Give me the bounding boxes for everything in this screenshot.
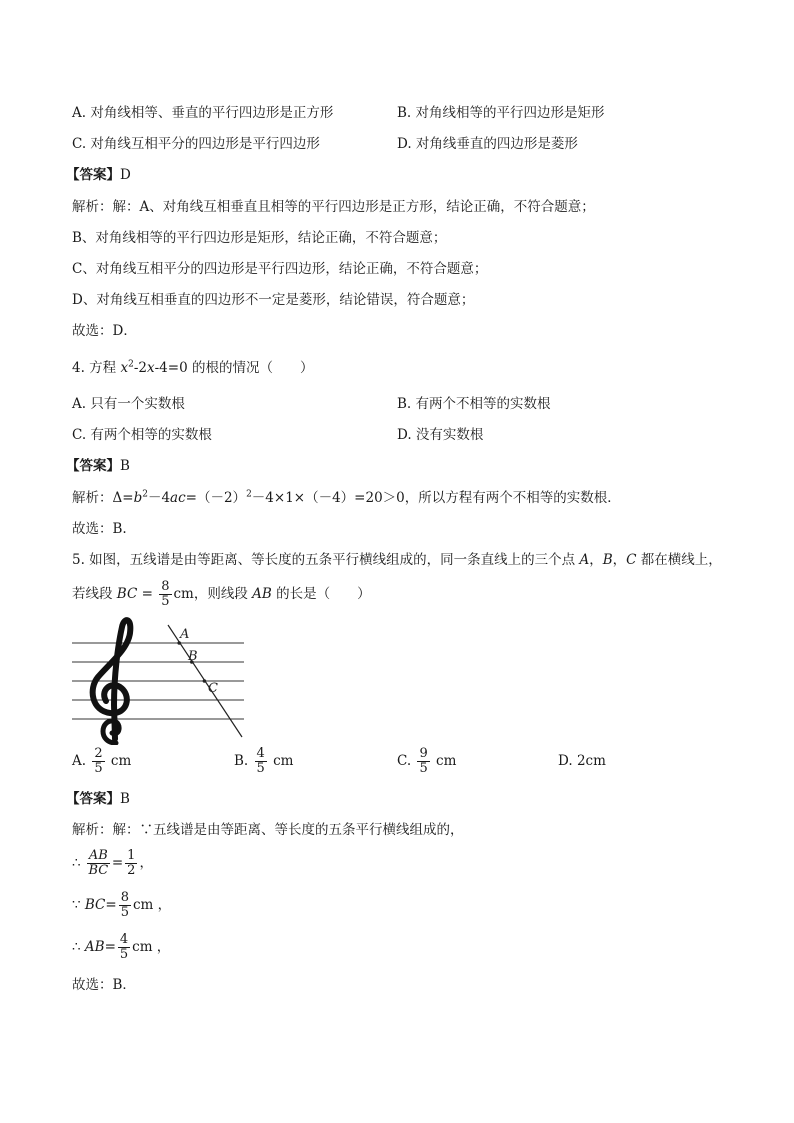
option-letter: C. <box>397 753 412 769</box>
fraction-denominator: 5 <box>419 761 428 776</box>
comma: ， <box>139 855 153 871</box>
option-letter: B. <box>234 753 249 769</box>
equals: = <box>104 939 116 955</box>
q3-option-a: A. 对角线相等、垂直的平行四边形是正方形 <box>72 105 334 121</box>
q5-comma: ， <box>612 552 627 568</box>
q5-ab-line <box>72 930 170 964</box>
q5-bc-fraction <box>159 580 171 609</box>
answer-tag: 【答案】 <box>66 458 120 474</box>
q5-conclusion: 故选：B． <box>72 977 136 993</box>
q5-stem-text: 若线段 <box>72 586 117 602</box>
q4-expl-b: b <box>133 490 143 506</box>
answer-value: D <box>120 167 131 183</box>
label-a: A <box>180 627 190 642</box>
q5-option-a <box>72 745 131 777</box>
q4-eq-mid: -2 <box>133 360 147 376</box>
q5-equals: = <box>137 586 158 602</box>
option-unit: cm <box>110 753 132 769</box>
option-unit: cm <box>585 753 606 769</box>
fraction-denominator: 5 <box>120 905 129 920</box>
q5-comma: ， <box>589 552 603 568</box>
fraction-numerator: AB <box>88 848 108 863</box>
fraction-denominator: 5 <box>256 761 265 776</box>
q4-option-a: A. 只有一个实数根 <box>72 396 185 412</box>
q5-point-b: B <box>602 552 613 568</box>
q5-stem-text-end: 都在横线上， <box>636 552 722 568</box>
option-letter: D. <box>558 753 573 769</box>
option-unit: cm <box>436 753 457 769</box>
fraction-numerator: 9 <box>419 746 428 761</box>
q5-segment-bc: BC <box>116 586 138 602</box>
q5-staff-figure <box>70 615 250 745</box>
q5-point-c: C <box>626 552 637 568</box>
q5-segment-ab: AB <box>252 586 272 602</box>
q4-expl-prefix: 解析：Δ= <box>72 490 134 506</box>
fraction-numerator: 8 <box>120 890 129 905</box>
label-b: B <box>188 649 198 664</box>
ab-fraction <box>118 933 130 962</box>
q4-conclusion: 故选：B. <box>72 521 127 537</box>
fraction-numerator: 4 <box>119 932 129 947</box>
q5-unit: cm <box>173 586 194 602</box>
option-unit: cm <box>273 753 294 769</box>
q5-ratio-line <box>72 846 153 880</box>
q5-stem-line1 <box>72 551 722 569</box>
q3-option-c: C. 对角线互相平分的四边形是平行四边形 <box>72 136 320 152</box>
answer-tag: 【答案】 <box>66 791 120 807</box>
option-fraction <box>92 747 104 776</box>
q3-explanation-4: D、对角线互相垂直的四边形不一定是菱形，结论错误，符合题意； <box>72 292 475 308</box>
q5-stem-text: ，则线段 <box>193 586 253 602</box>
q3-explanation-1: 解析：解：A、对角线互相垂直且相等的平行四边形是正方形，结论正确，不符合题意； <box>72 199 595 215</box>
unit-tail: cm ， <box>132 939 171 955</box>
option-letter: A. <box>72 753 87 769</box>
fraction-denominator: 5 <box>94 761 103 776</box>
q4-expl-tail: －4×1×（－4）=20＞0，所以方程有两个不相等的实数根． <box>251 490 621 506</box>
q4-expl-sup2: 2 <box>246 489 252 500</box>
q4-answer <box>66 457 130 475</box>
q4-stem-prefix: 4. 方程 <box>72 360 121 376</box>
q4-option-b: B. 有两个不相等的实数根 <box>397 396 551 412</box>
fraction-numerator: 2 <box>94 746 103 761</box>
q4-sup: 2 <box>128 359 134 370</box>
fraction-numerator: 8 <box>161 579 170 594</box>
q3-explanation-3: C、对角线互相平分的四边形是平行四边形，结论正确，不符合题意； <box>72 261 488 277</box>
option-fraction <box>417 747 429 776</box>
fraction-numerator: 1 <box>127 848 136 863</box>
q5-stem-text: 5. 如图，五线谱是由等距离、等长度的五条平行横线组成的，同一条直线上的三个点 <box>72 552 580 568</box>
bc-fraction <box>119 891 131 920</box>
answer-tag: 【答案】 <box>66 167 120 183</box>
segment-bc: BC <box>84 897 106 913</box>
q4-var-x2: x <box>146 360 155 376</box>
unit-tail: cm ， <box>133 897 172 913</box>
option-fraction <box>255 747 267 776</box>
q4-option-c: C. 有两个相等的实数根 <box>72 427 212 443</box>
half-fraction <box>125 849 137 878</box>
therefore-symbol: ∴ <box>72 855 81 871</box>
therefore-symbol: ∴ <box>72 939 81 955</box>
label-c: C <box>208 681 218 696</box>
equals: = <box>111 855 124 871</box>
q5-explanation-1: 解析：解：∵五线谱是由等距离、等长度的五条平行横线组成的， <box>72 822 464 838</box>
q4-option-d: D. 没有实数根 <box>397 427 484 443</box>
q4-expl-minus: －4 <box>147 490 171 506</box>
q3-explanation-2: B、对角线相等的平行四边形是矩形，结论正确，不符合题意； <box>72 230 447 246</box>
option-value: 2 <box>576 753 586 769</box>
q5-option-c <box>397 745 456 777</box>
answer-value: B <box>120 791 130 807</box>
q5-bc-line <box>72 888 171 922</box>
q4-expl-rest: =（－2） <box>185 490 247 506</box>
q3-option-b: B. 对角线相等的平行四边形是矩形 <box>397 105 605 121</box>
q5-point-a: A <box>579 552 590 568</box>
q5-stem-text-end: 的长是（ ） <box>271 586 371 602</box>
fraction-denominator: 5 <box>161 594 170 609</box>
equals: = <box>105 897 117 913</box>
fraction-denominator: BC <box>88 863 109 878</box>
answer-value: B <box>120 458 130 474</box>
q3-conclusion: 故选：D． <box>72 323 137 339</box>
q5-stem-line2 <box>72 578 371 610</box>
point-c-dot <box>203 679 207 683</box>
fraction-denominator: 2 <box>127 863 136 878</box>
segment-ab: AB <box>84 939 105 955</box>
q3-option-d: D. 对角线垂直的四边形是菱形 <box>397 136 578 152</box>
q4-var-x: x <box>120 360 129 376</box>
q4-stem <box>72 359 313 377</box>
q3-answer <box>66 166 131 184</box>
q4-explanation <box>72 489 621 507</box>
fraction-denominator: 5 <box>119 947 129 962</box>
q5-option-b <box>234 745 293 777</box>
ratio-fraction <box>87 849 110 878</box>
because-symbol: ∵ <box>72 897 81 913</box>
q4-eq-end: -4=0 的根的情况（ ） <box>154 360 314 376</box>
treble-clef-icon <box>93 620 131 743</box>
fraction-numerator: 4 <box>256 746 265 761</box>
q4-expl-ac: ac <box>170 490 186 506</box>
q5-option-d <box>558 745 606 777</box>
q4-expl-sup: 2 <box>142 489 148 500</box>
q5-answer <box>66 790 130 808</box>
